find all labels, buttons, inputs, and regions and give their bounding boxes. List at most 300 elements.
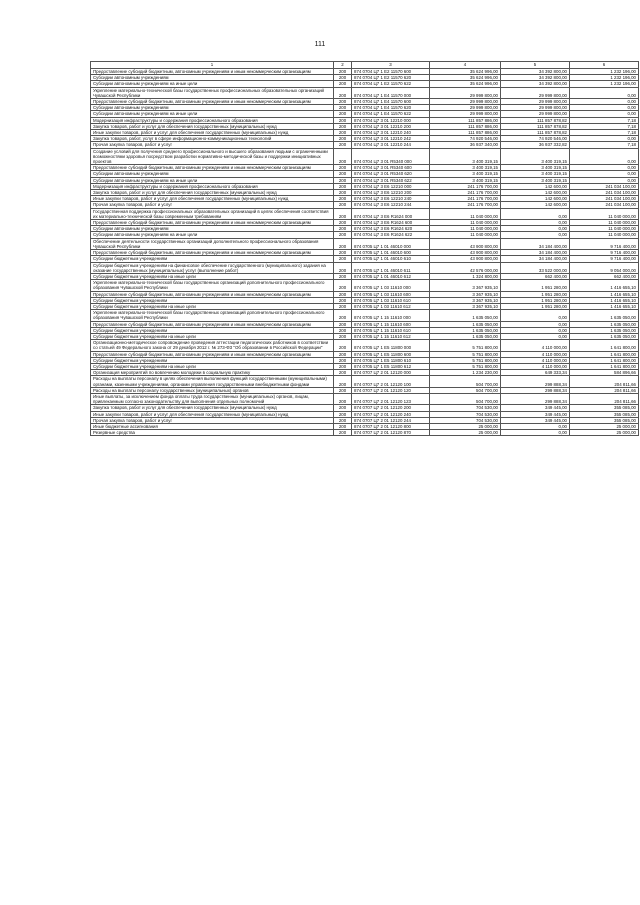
item-name-cell: Предоставление субсидий бюджетным, автономным учреждениям и иным некоммерческим организациям <box>91 351 334 357</box>
budget-code-cell: 874 0704 Ц7 3 01 12210 200 <box>352 123 430 129</box>
approved-amount-cell: 29 999 800,00 <box>430 87 501 98</box>
line-code-cell: 200 <box>334 297 352 303</box>
unexecuted-amount-cell: 11 040 000,00 <box>570 226 639 232</box>
item-name-cell: Обеспечение деятельности государственных организаций дополнительного профессионального образования Чувашской Республики <box>91 238 334 249</box>
unexecuted-amount-cell: 0,00 <box>570 136 639 142</box>
header-col-2: 2 <box>334 62 352 69</box>
unexecuted-amount-cell: 7,18 <box>570 123 639 129</box>
unexecuted-amount-cell: 0,00 <box>570 165 639 171</box>
approved-amount-cell: 1 635 050,00 <box>430 321 501 327</box>
budget-code-cell: 874 0707 Ц7 2 01 12120 123 <box>352 393 430 404</box>
table-row <box>91 165 639 171</box>
line-code-cell: 200 <box>334 340 352 351</box>
executed-amount-cell: 29 999 800,00 <box>501 105 570 111</box>
budget-code-cell: 874 0705 Ц7 1 01 46010 611 <box>352 262 430 273</box>
unexecuted-amount-cell: 1 635 050,00 <box>570 333 639 339</box>
approved-amount-cell: 111 857 886,00 <box>430 130 501 136</box>
executed-amount-cell: 3 400 319,15 <box>501 171 570 177</box>
item-name-cell: Предоставление субсидий бюджетным, автономным учреждениям и иным некоммерческим организациям <box>91 69 334 75</box>
approved-amount-cell: 11 040 000,00 <box>430 208 501 219</box>
table-header-row <box>91 62 639 69</box>
unexecuted-amount-cell: 1 641 800,00 <box>570 351 639 357</box>
item-name-cell: Резервные средства <box>91 430 334 436</box>
budget-code-cell: 874 0704 Ц7 1 Е4 11570 000 <box>352 87 430 98</box>
header-col-4: 4 <box>430 62 501 69</box>
table-row <box>91 148 639 165</box>
budget-code-cell: 874 0704 Ц7 1 Е2 11570 622 <box>352 81 430 87</box>
item-name-cell: Расходы на выплаты персоналу государственных (муниципальных) органов <box>91 387 334 393</box>
executed-amount-cell: 0,00 <box>501 226 570 232</box>
line-code-cell: 200 <box>334 183 352 189</box>
table-row <box>91 405 639 411</box>
item-name-cell: Закупка товаров, работ и услуг для обеспечения государственных (муниципальных) нужд <box>91 123 334 129</box>
executed-amount-cell: 29 999 800,00 <box>501 111 570 117</box>
budget-code-cell: 874 0707 Ц7 2 01 12120 200 <box>352 405 430 411</box>
budget-code-cell: 874 0705 Ц7 1 03 11610 000 <box>352 280 430 291</box>
budget-code-cell: 874 0704 Ц7 3 Е6 12210 200 <box>352 190 430 196</box>
line-code-cell: 200 <box>334 417 352 423</box>
item-name-cell: Субсидии бюджетным учреждениям <box>91 297 334 303</box>
budget-code-cell: 874 0705 Ц7 1 Е5 11800 000 <box>352 340 430 351</box>
executed-amount-cell: 4 110 000,00 <box>501 363 570 369</box>
table-row <box>91 280 639 291</box>
item-name-cell: Укрепление материально-технической базы государственных организаций дополнительного профессионального образования Чувашской Республики <box>91 280 334 291</box>
executed-amount-cell: 111 857 878,82 <box>501 117 570 123</box>
table-row <box>91 291 639 297</box>
item-name-cell: Закупка товаров, работ, услуг в сфере информационно-коммуникационных технологий <box>91 136 334 142</box>
unexecuted-amount-cell: 0,00 <box>570 99 639 105</box>
budget-code-cell: 874 0707 Ц7 2 01 12120 000 <box>352 370 430 376</box>
approved-amount-cell: 3 400 319,15 <box>430 165 501 171</box>
unexecuted-amount-cell: 7,18 <box>570 142 639 148</box>
item-name-cell: Субсидии бюджетным учреждениям на иные цели <box>91 363 334 369</box>
table-row <box>91 117 639 123</box>
line-code-cell: 200 <box>334 177 352 183</box>
approved-amount-cell: 241 176 700,00 <box>430 202 501 208</box>
item-name-cell: Организационно-методическое сопровождение проведения аттестации педагогических работников в соответствии со статьей 49 Федерального закона от 29 декабря 2012 г. № 273-ФЗ "Об образовании в Российской Федерации" <box>91 340 334 351</box>
item-name-cell: Модернизация инфраструктуры и содержания профессионального образования <box>91 183 334 189</box>
line-code-cell: 200 <box>334 333 352 339</box>
item-name-cell: Предоставление субсидий бюджетным, автономным учреждениям и иным некоммерческим организациям <box>91 165 334 171</box>
line-code-cell: 200 <box>334 232 352 238</box>
approved-amount-cell: 35 624 996,00 <box>430 69 501 75</box>
table-row <box>91 310 639 321</box>
table-row <box>91 177 639 183</box>
approved-amount-cell: 5 751 800,00 <box>430 340 501 351</box>
item-name-cell: Субсидии автономным учреждениям <box>91 226 334 232</box>
line-code-cell: 200 <box>334 81 352 87</box>
table-row <box>91 87 639 98</box>
approved-amount-cell: 11 040 000,00 <box>430 232 501 238</box>
table-row <box>91 238 639 249</box>
item-name-cell: Прочая закупка товаров, работ и услуг <box>91 202 334 208</box>
budget-code-cell: 874 0704 Ц7 1 Е4 11570 620 <box>352 105 430 111</box>
item-name-cell: Субсидии бюджетным учреждениям <box>91 327 334 333</box>
executed-amount-cell: 34 184 400,00 <box>501 256 570 262</box>
header-col-5: 5 <box>501 62 570 69</box>
executed-amount-cell: 0,00 <box>501 423 570 429</box>
approved-amount-cell: 241 176 700,00 <box>430 190 501 196</box>
table-row <box>91 351 639 357</box>
line-code-cell: 200 <box>334 405 352 411</box>
table-row <box>91 81 639 87</box>
unexecuted-amount-cell: 204 811,66 <box>570 393 639 404</box>
item-name-cell: Субсидии автономным учреждениям <box>91 171 334 177</box>
line-code-cell: 200 <box>334 130 352 136</box>
unexecuted-amount-cell: 0,00 <box>570 177 639 183</box>
unexecuted-amount-cell: 11 040 000,00 <box>570 232 639 238</box>
budget-code-cell: 874 0707 Ц7 2 01 12120 100 <box>352 376 430 387</box>
budget-code-cell: 874 0704 Ц7 1 Е4 11570 622 <box>352 111 430 117</box>
approved-amount-cell: 43 900 800,00 <box>430 250 501 256</box>
executed-amount-cell: 1 951 280,00 <box>501 297 570 303</box>
item-name-cell: Предоставление субсидий бюджетным, автономным учреждениям и иным некоммерческим организациям <box>91 250 334 256</box>
executed-amount-cell: 74 920 546,00 <box>501 136 570 142</box>
unexecuted-amount-cell: 1 416 655,10 <box>570 297 639 303</box>
executed-amount-cell: 299 888,34 <box>501 387 570 393</box>
budget-code-cell: 874 0704 Ц7 3 Е6 R1624 620 <box>352 226 430 232</box>
approved-amount-cell: 11 040 000,00 <box>430 226 501 232</box>
approved-amount-cell: 111 857 886,00 <box>430 123 501 129</box>
line-code-cell: 200 <box>334 111 352 117</box>
budget-code-cell: 874 0704 Ц7 3 Е6 R1624 622 <box>352 232 430 238</box>
item-name-cell: Субсидии бюджетным учреждениям <box>91 357 334 363</box>
item-name-cell: Субсидии бюджетным учреждениям на иные цели <box>91 273 334 279</box>
line-code-cell: 200 <box>334 208 352 219</box>
unexecuted-amount-cell: 0,00 <box>570 111 639 117</box>
budget-execution-table <box>90 61 639 436</box>
budget-code-cell: 874 0704 Ц7 3 Е6 R1624 000 <box>352 208 430 219</box>
unexecuted-amount-cell: 25 000,00 <box>570 430 639 436</box>
approved-amount-cell: 25 000,00 <box>430 423 501 429</box>
executed-amount-cell: 0,00 <box>501 327 570 333</box>
table-row <box>91 208 639 219</box>
line-code-cell: 200 <box>334 291 352 297</box>
executed-amount-cell: 649 333,34 <box>501 370 570 376</box>
executed-amount-cell: 111 857 878,82 <box>501 130 570 136</box>
item-name-cell: Укрепление материально-технической базы государственных профессиональных образовательных организаций Чувашской Республики <box>91 87 334 98</box>
budget-code-cell: 874 0704 Ц7 3 01 R5340 600 <box>352 165 430 171</box>
approved-amount-cell: 241 176 700,00 <box>430 196 501 202</box>
line-code-cell: 200 <box>334 142 352 148</box>
executed-amount-cell: 0,00 <box>501 321 570 327</box>
line-code-cell: 200 <box>334 87 352 98</box>
unexecuted-amount-cell: 584 896,66 <box>570 370 639 376</box>
line-code-cell: 200 <box>334 393 352 404</box>
executed-amount-cell: 142 600,00 <box>501 202 570 208</box>
table-row <box>91 273 639 279</box>
unexecuted-amount-cell: 9 716 400,00 <box>570 256 639 262</box>
table-row <box>91 376 639 387</box>
approved-amount-cell: 29 999 800,00 <box>430 111 501 117</box>
budget-code-cell: 874 0705 Ц7 1 15 11610 600 <box>352 321 430 327</box>
approved-amount-cell: 5 751 800,00 <box>430 357 501 363</box>
executed-amount-cell: 0,00 <box>501 220 570 226</box>
unexecuted-amount-cell: 355 085,00 <box>570 411 639 417</box>
unexecuted-amount-cell: 11 040 000,00 <box>570 220 639 226</box>
unexecuted-amount-cell: 1 635 050,00 <box>570 327 639 333</box>
line-code-cell: 200 <box>334 387 352 393</box>
approved-amount-cell: 5 751 800,00 <box>430 363 501 369</box>
executed-amount-cell: 0,00 <box>501 310 570 321</box>
executed-amount-cell: 34 184 400,00 <box>501 238 570 249</box>
executed-amount-cell: 299 888,34 <box>501 393 570 404</box>
executed-amount-cell: 1 951 280,00 <box>501 291 570 297</box>
item-name-cell: Иные закупки товаров, работ и услуг для обеспечения государственных (муниципальных) нужд <box>91 411 334 417</box>
unexecuted-amount-cell: 7,18 <box>570 130 639 136</box>
table-row <box>91 111 639 117</box>
unexecuted-amount-cell: 11 040 000,00 <box>570 208 639 219</box>
line-code-cell: 200 <box>334 226 352 232</box>
approved-amount-cell: 29 999 800,00 <box>430 99 501 105</box>
table-row <box>91 196 639 202</box>
line-code-cell: 200 <box>334 321 352 327</box>
budget-code-cell: 874 0704 Ц7 3 01 R5340 000 <box>352 148 430 165</box>
header-col-1: 1 <box>91 62 334 69</box>
item-name-cell: Укрепление материально-технической базы государственных организаций дополнительного профессионального образования Чувашской Республики <box>91 310 334 321</box>
executed-amount-cell: 111 857 878,82 <box>501 123 570 129</box>
line-code-cell: 200 <box>334 75 352 81</box>
budget-code-cell: 874 0704 Ц7 3 01 12210 244 <box>352 142 430 148</box>
approved-amount-cell: 704 530,00 <box>430 405 501 411</box>
executed-amount-cell: 0,00 <box>501 430 570 436</box>
item-name-cell: Субсидии автономным учреждениям на иные цели <box>91 232 334 238</box>
executed-amount-cell: 4 110 000,00 <box>501 340 570 351</box>
budget-code-cell: 874 0705 Ц7 1 03 11610 600 <box>352 291 430 297</box>
unexecuted-amount-cell: 1 232 196,00 <box>570 75 639 81</box>
approved-amount-cell: 35 624 996,00 <box>430 75 501 81</box>
item-name-cell: Закупка товаров, работ и услуг для обеспечения государственных (муниципальных) нужд <box>91 190 334 196</box>
budget-code-cell: 874 0705 Ц7 1 03 11610 610 <box>352 297 430 303</box>
executed-amount-cell: 0,00 <box>501 333 570 339</box>
approved-amount-cell: 1 635 050,00 <box>430 333 501 339</box>
approved-amount-cell: 111 857 886,00 <box>430 117 501 123</box>
unexecuted-amount-cell: 0,00 <box>570 87 639 98</box>
line-code-cell: 200 <box>334 262 352 273</box>
unexecuted-amount-cell: 1 232 196,00 <box>570 81 639 87</box>
header-col-6: 6 <box>570 62 639 69</box>
executed-amount-cell: 34 184 400,00 <box>501 250 570 256</box>
unexecuted-amount-cell: 1 641 800,00 <box>570 340 639 351</box>
unexecuted-amount-cell: 355 085,00 <box>570 405 639 411</box>
item-name-cell: Государственная поддержка профессиональных образовательных организаций в целях обеспечения соответствия их материально-технической базы современным требованиям <box>91 208 334 219</box>
line-code-cell: 200 <box>334 69 352 75</box>
budget-code-cell: 874 0704 Ц7 3 Е6 12210 000 <box>352 183 430 189</box>
item-name-cell: Создание условий для получения среднего профессионального и высшего образования людьми с ограниченными возможностями здоровья посредством разработки нормативно-методической базы и поддержки инициативных проектов <box>91 148 334 165</box>
approved-amount-cell: 3 367 935,10 <box>430 297 501 303</box>
budget-code-cell: 874 0705 Ц7 1 15 11610 610 <box>352 327 430 333</box>
unexecuted-amount-cell: 25 000,00 <box>570 423 639 429</box>
item-name-cell: Субсидии бюджетным учреждениям на иные цели <box>91 333 334 339</box>
approved-amount-cell: 504 700,00 <box>430 393 501 404</box>
unexecuted-amount-cell: 241 034 100,00 <box>570 183 639 189</box>
item-name-cell: Субсидии автономным учреждениям на иные цели <box>91 177 334 183</box>
budget-code-cell: 874 0707 Ц7 2 01 12120 240 <box>352 411 430 417</box>
unexecuted-amount-cell: 241 034 100,00 <box>570 190 639 196</box>
unexecuted-amount-cell: 1 232 196,00 <box>570 69 639 75</box>
budget-code-cell: 874 0704 Ц7 3 01 12210 242 <box>352 136 430 142</box>
table-row <box>91 130 639 136</box>
header-col-3: 3 <box>352 62 430 69</box>
approved-amount-cell: 43 900 800,00 <box>430 256 501 262</box>
executed-amount-cell: 34 392 800,00 <box>501 69 570 75</box>
executed-amount-cell: 4 110 000,00 <box>501 351 570 357</box>
approved-amount-cell: 704 530,00 <box>430 411 501 417</box>
executed-amount-cell: 299 888,34 <box>501 376 570 387</box>
line-code-cell: 200 <box>334 423 352 429</box>
executed-amount-cell: 142 600,00 <box>501 196 570 202</box>
executed-amount-cell: 349 445,00 <box>501 405 570 411</box>
executed-amount-cell: 3 400 319,15 <box>501 148 570 165</box>
line-code-cell: 200 <box>334 190 352 196</box>
budget-code-cell: 874 0704 Ц7 1 Е2 11570 620 <box>352 75 430 81</box>
item-name-cell: Субсидии бюджетным учреждениям <box>91 256 334 262</box>
approved-amount-cell: 3 400 319,15 <box>430 171 501 177</box>
table-body <box>91 69 639 436</box>
unexecuted-amount-cell: 9 716 400,00 <box>570 238 639 249</box>
line-code-cell: 200 <box>334 411 352 417</box>
budget-code-cell: 874 0704 Ц7 3 Е6 12210 244 <box>352 202 430 208</box>
unexecuted-amount-cell: 9 054 000,00 <box>570 262 639 273</box>
approved-amount-cell: 504 700,00 <box>430 387 501 393</box>
line-code-cell: 200 <box>334 148 352 165</box>
approved-amount-cell: 25 000,00 <box>430 430 501 436</box>
line-code-cell: 200 <box>334 376 352 387</box>
approved-amount-cell: 5 751 800,00 <box>430 351 501 357</box>
item-name-cell: Предоставление субсидий бюджетным, автономным учреждениям и иным некоммерческим организациям <box>91 291 334 297</box>
executed-amount-cell: 142 600,00 <box>501 183 570 189</box>
unexecuted-amount-cell: 1 635 050,00 <box>570 310 639 321</box>
budget-code-cell: 874 0707 Ц7 2 01 12120 800 <box>352 423 430 429</box>
table-row <box>91 99 639 105</box>
item-name-cell: Субсидии автономным учреждениям <box>91 75 334 81</box>
budget-code-cell: 874 0705 Ц7 1 Е5 11800 610 <box>352 357 430 363</box>
table-row <box>91 370 639 376</box>
unexecuted-amount-cell: 1 635 050,00 <box>570 321 639 327</box>
line-code-cell: 200 <box>334 99 352 105</box>
budget-code-cell: 874 0705 Ц7 1 Е5 11800 600 <box>352 351 430 357</box>
unexecuted-amount-cell: 0,00 <box>570 105 639 111</box>
budget-code-cell: 874 0705 Ц7 1 01 46010 600 <box>352 250 430 256</box>
executed-amount-cell: 1 951 280,00 <box>501 303 570 309</box>
executed-amount-cell: 3 400 319,15 <box>501 165 570 171</box>
approved-amount-cell: 1 234 230,00 <box>430 370 501 376</box>
unexecuted-amount-cell: 204 811,66 <box>570 387 639 393</box>
table-row <box>91 430 639 436</box>
table-row <box>91 136 639 142</box>
table-row <box>91 250 639 256</box>
table-row <box>91 393 639 404</box>
table-row <box>91 363 639 369</box>
unexecuted-amount-cell: 662 400,00 <box>570 273 639 279</box>
table-row <box>91 183 639 189</box>
approved-amount-cell: 3 400 319,15 <box>430 148 501 165</box>
budget-code-cell: 874 0704 Ц7 1 Е2 11570 600 <box>352 69 430 75</box>
item-name-cell: Иные бюджетные ассигнования <box>91 423 334 429</box>
executed-amount-cell: 1 951 280,00 <box>501 280 570 291</box>
item-name-cell: Закупка товаров, работ и услуг для обеспечения государственных (муниципальных) нужд <box>91 405 334 411</box>
line-code-cell: 200 <box>334 202 352 208</box>
executed-amount-cell: 662 400,00 <box>501 273 570 279</box>
executed-amount-cell: 0,00 <box>501 232 570 238</box>
budget-code-cell: 874 0704 Ц7 3 01 R5340 622 <box>352 177 430 183</box>
line-code-cell: 200 <box>334 117 352 123</box>
budget-code-cell: 874 0704 Ц7 3 Е6 12210 240 <box>352 196 430 202</box>
executed-amount-cell: 3 400 319,15 <box>501 177 570 183</box>
executed-amount-cell: 29 999 800,00 <box>501 99 570 105</box>
line-code-cell: 200 <box>334 273 352 279</box>
line-code-cell: 200 <box>334 310 352 321</box>
table-row <box>91 303 639 309</box>
approved-amount-cell: 36 937 340,00 <box>430 142 501 148</box>
executed-amount-cell: 29 999 800,00 <box>501 87 570 98</box>
executed-amount-cell: 4 110 000,00 <box>501 357 570 363</box>
table-row <box>91 340 639 351</box>
budget-code-cell: 874 0705 Ц7 1 01 46010 612 <box>352 273 430 279</box>
line-code-cell: 200 <box>334 357 352 363</box>
item-name-cell: Предоставление субсидий бюджетным, автономным учреждениям и иным некоммерческим организациям <box>91 99 334 105</box>
approved-amount-cell: 3 367 935,10 <box>430 280 501 291</box>
table-row <box>91 411 639 417</box>
budget-code-cell: 874 0705 Ц7 1 15 11610 612 <box>352 333 430 339</box>
item-name-cell: Прочая закупка товаров, работ и услуг <box>91 417 334 423</box>
approved-amount-cell: 3 367 935,10 <box>430 291 501 297</box>
unexecuted-amount-cell: 0,00 <box>570 171 639 177</box>
budget-code-cell: 874 0705 Ц7 1 01 46010 000 <box>352 238 430 249</box>
unexecuted-amount-cell: 9 716 400,00 <box>570 250 639 256</box>
table-row <box>91 123 639 129</box>
item-name-cell: Иные выплаты, за исключением фонда оплаты труда государственных (муниципальных) органов, лицам, привлекаемым согласно законодательству для выполнения отдельных полномочий <box>91 393 334 404</box>
budget-code-cell: 874 0705 Ц7 1 15 11610 000 <box>352 310 430 321</box>
unexecuted-amount-cell: 0,00 <box>570 148 639 165</box>
executed-amount-cell: 0,00 <box>501 208 570 219</box>
item-name-cell: Субсидии бюджетным учреждениям на иные цели <box>91 303 334 309</box>
line-code-cell: 200 <box>334 351 352 357</box>
line-code-cell: 200 <box>334 171 352 177</box>
line-code-cell: 200 <box>334 250 352 256</box>
unexecuted-amount-cell: 7,18 <box>570 117 639 123</box>
unexecuted-amount-cell: 1 416 655,10 <box>570 291 639 297</box>
item-name-cell: Расходы на выплаты персоналу в целях обеспечения выполнения функций государственными (муниципальными) органами, казенными учреждениями, органами управления государственными внебюджетными фондами <box>91 376 334 387</box>
line-code-cell: 200 <box>334 363 352 369</box>
approved-amount-cell: 3 400 319,15 <box>430 177 501 183</box>
approved-amount-cell: 504 700,00 <box>430 376 501 387</box>
line-code-cell: 200 <box>334 280 352 291</box>
line-code-cell: 200 <box>334 430 352 436</box>
budget-code-cell: 874 0705 Ц7 1 03 11610 612 <box>352 303 430 309</box>
item-name-cell: Организация мероприятий по вовлечению молодежи в социальную практику <box>91 370 334 376</box>
item-name-cell: Иные закупки товаров, работ и услуг для обеспечения государственных (муниципальных) нужд <box>91 196 334 202</box>
item-name-cell: Модернизация инфраструктуры и содержания профессионального образования <box>91 117 334 123</box>
line-code-cell: 200 <box>334 370 352 376</box>
item-name-cell: Субсидии автономным учреждениям на иные цели <box>91 81 334 87</box>
approved-amount-cell: 241 176 700,00 <box>430 183 501 189</box>
approved-amount-cell: 35 624 996,00 <box>430 81 501 87</box>
item-name-cell: Прочая закупка товаров, работ и услуг <box>91 142 334 148</box>
line-code-cell: 200 <box>334 303 352 309</box>
approved-amount-cell: 704 530,00 <box>430 417 501 423</box>
item-name-cell: Предоставление субсидий бюджетным, автономным учреждениям и иным некоммерческим организациям <box>91 321 334 327</box>
item-name-cell: Субсидии бюджетным учреждениям на финансовое обеспечение государственного (муниципального) задания на оказание государственных (муниципальных) услуг (выполнение работ) <box>91 262 334 273</box>
line-code-cell: 200 <box>334 105 352 111</box>
line-code-cell: 200 <box>334 136 352 142</box>
executed-amount-cell: 142 600,00 <box>501 190 570 196</box>
line-code-cell: 200 <box>334 256 352 262</box>
item-name-cell: Субсидии автономным учреждениям <box>91 105 334 111</box>
item-name-cell: Субсидии автономным учреждениям на иные цели <box>91 111 334 117</box>
unexecuted-amount-cell: 1 641 800,00 <box>570 363 639 369</box>
approved-amount-cell: 29 999 800,00 <box>430 105 501 111</box>
